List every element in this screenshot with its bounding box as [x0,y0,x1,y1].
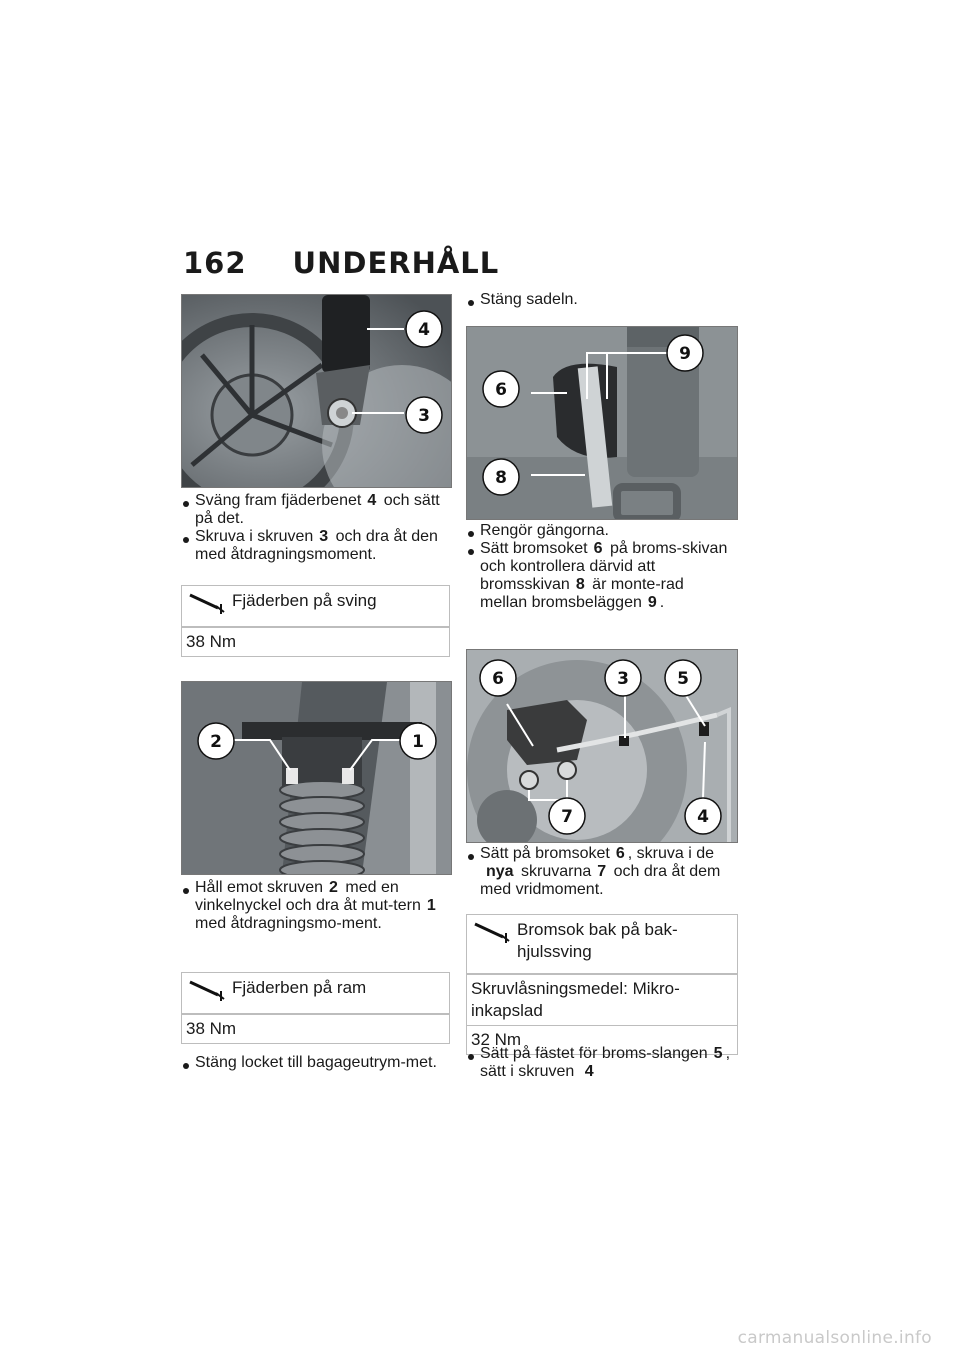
ref-number: 7 [597,863,607,880]
ref-number: 4 [584,1063,594,1080]
page-number: 162 [183,246,247,280]
figure-rear-shock [181,681,452,875]
torque-box-spring-swing [181,585,450,657]
figure-caliper-side [466,649,738,843]
watermark: carmanualsonline.info [737,1328,932,1348]
torque-wrench-icon [188,592,228,614]
torque-box-spring-frame [181,972,450,1044]
torque-title: Bromsok bak på bak-hjulssving [517,920,678,961]
figure-label: 4 [697,807,709,827]
step-item: Sätt på bromsoket 6 , skruva i de nya skruvarna 7 och dra åt dem med vridmoment. [466,845,734,899]
torque-wrench-icon [188,979,228,1001]
step-item: Stäng sadeln. [466,291,734,309]
step-item: Sätt bromsoket 6 på broms-skivan och kontrollera därvid att bromsskivan 8 är monte-rad mellan bromsbeläggen 9 . [466,540,734,612]
figure-label: 8 [495,468,507,488]
figure-label: 4 [418,320,430,340]
steps-list-right-b [466,522,734,612]
figure-label: 6 [492,669,504,689]
steps-list-right-d [466,1045,734,1081]
step-item: Sväng fram fjäderbenet 4 och sätt på det. [181,492,449,528]
steps-list-right-a [466,291,734,309]
ref-number: 6 [593,540,603,557]
torque-wrench-icon [473,921,513,943]
figure-label: 3 [418,406,430,426]
ref-number: 8 [575,576,585,593]
step-item: Stäng locket till bagageutrym-met. [181,1054,449,1072]
torque-box-header [467,915,737,974]
figure-caliper-top [466,326,738,520]
section-title: UNDERHÅLL [292,246,500,280]
torque-box-header [182,973,449,1014]
steps-list-left-a [181,492,449,564]
steps-list-left-c [181,1054,449,1072]
step-item: Rengör gängorna. [466,522,734,540]
steps-list-right-c [466,845,734,899]
torque-box-brake-caliper [466,914,738,1055]
torque-value: 32 Nm [467,1025,737,1054]
ref-number: 3 [319,528,329,545]
step-item: Sätt på fästet för broms-slangen 5 , sätt i skruven 4 [466,1045,734,1081]
step-item: Håll emot skruven 2 med en vinkelnyckel och dra åt mut-tern 1 med åtdragningsmo-ment. [181,879,449,933]
ref-number: 1 [426,897,436,914]
figure-label: 1 [412,732,424,752]
figure-label: 2 [210,732,222,752]
page-header [183,246,499,280]
ref-number: 6 [615,845,625,862]
ref-number: 4 [367,492,377,509]
torque-title: Fjäderben på sving [232,591,377,610]
figure-label: 6 [495,380,507,400]
ref-number: 9 [647,594,657,611]
torque-value: 38 Nm [182,1014,449,1043]
step-item: Skruva i skruven 3 och dra åt den med åtdragningsmoment. [181,528,449,564]
torque-box-header [182,586,449,627]
torque-title: Fjäderben på ram [232,978,367,997]
emphasis-new: nya [486,863,514,880]
figure-label: 9 [679,344,691,364]
ref-number: 2 [329,879,338,896]
figure-label: 7 [561,807,573,827]
torque-value: 38 Nm [182,627,449,656]
torque-spec-compound: Skruvlåsningsmedel: Mikro-inkapslad [467,974,737,1025]
steps-list-left-b [181,879,449,933]
ref-number: 5 [713,1045,723,1062]
figure-label: 5 [677,669,689,689]
figure-front-shock [181,294,452,488]
figure-label: 3 [617,669,629,689]
